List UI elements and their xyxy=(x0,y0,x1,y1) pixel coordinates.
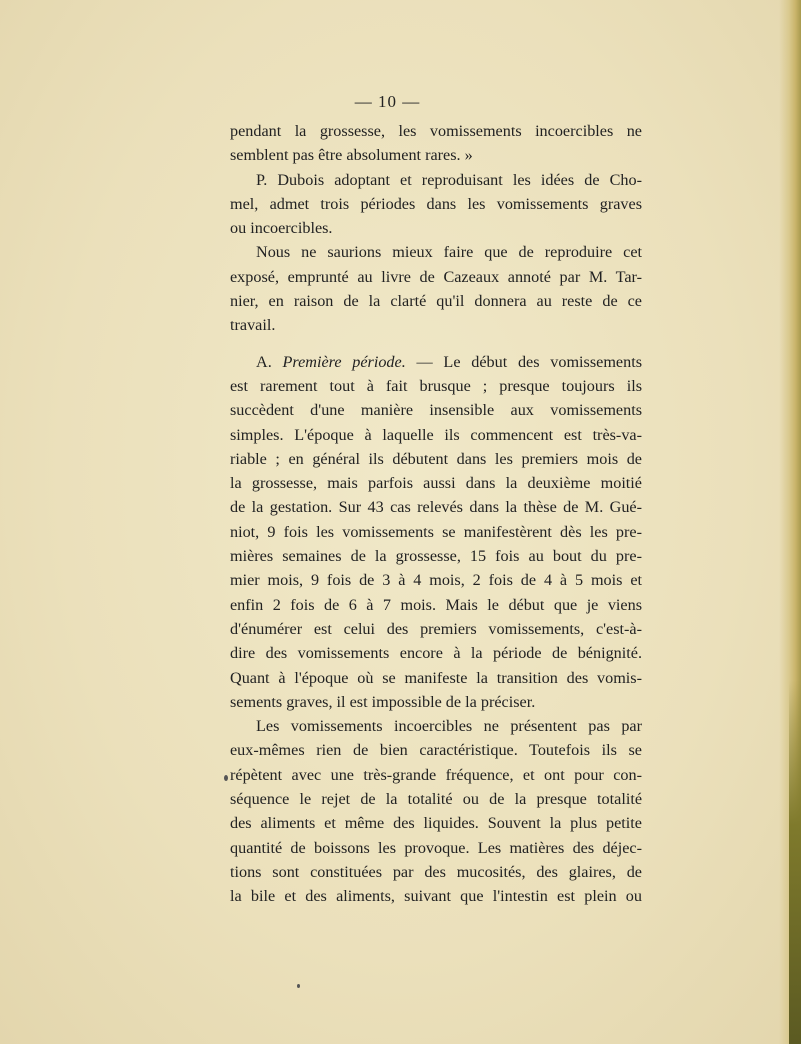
text-line: des aliments et même des liquides. Souvent la plus petite xyxy=(230,814,642,833)
page-edge-stain xyxy=(789,680,801,1044)
text-line: niot, 9 fois les vomissements se manifestèrent dès les pre- xyxy=(230,522,642,541)
section-label: A. xyxy=(256,352,272,371)
text-line: mel, admet trois périodes dans les vomissements graves xyxy=(230,194,642,213)
text-line: d'énumérer est celui des premiers vomissements, c'est-à- xyxy=(230,619,642,638)
text-line: quantité de boissons les provoque. Les matières des déjec- xyxy=(230,838,642,857)
text-line: Quant à l'époque où se manifeste la transition des vomis- xyxy=(230,668,642,687)
text-line: nier, en raison de la clarté qu'il donnera au reste de ce xyxy=(230,292,642,311)
text-line: enfin 2 fois de 6 à 7 mois. Mais le début que je viens xyxy=(230,595,642,614)
text-line: semblent pas être absolument rares. » xyxy=(230,146,473,165)
text-line: est rarement tout à fait brusque ; presque toujours ils xyxy=(230,376,642,395)
text-line: ou incoercibles. xyxy=(230,219,333,238)
text-line: Nous ne saurions mieux faire que de reproduire cet xyxy=(256,243,642,262)
section-title: Première période. xyxy=(282,352,406,371)
text-line: mier mois, 9 fois de 3 à 4 mois, 2 fois de 4 à 5 mois et xyxy=(230,571,642,590)
text-line: travail. xyxy=(230,316,276,335)
section-gap xyxy=(230,338,642,350)
text-line: simples. L'époque à laquelle ils commencent est très-va- xyxy=(230,425,642,444)
text-line: dire des vomissements encore à la période de bénignité. xyxy=(230,644,642,663)
text-line: séquence le rejet de la totalité ou de la presque totalité xyxy=(230,790,642,809)
page-number: — 10 — xyxy=(354,92,421,111)
text-line: de la gestation. Sur 43 cas relevés dans la thèse de M. Gué- xyxy=(230,498,642,517)
text-line: mières semaines de la grossesse, 15 fois au bout du pre- xyxy=(230,547,642,566)
ink-speck xyxy=(224,775,228,781)
ink-speck xyxy=(297,984,300,988)
text-line: sements graves, il est impossible de la préciser. xyxy=(230,692,536,711)
text-line: succèdent d'une manière insensible aux vomissements xyxy=(230,401,642,420)
body-text xyxy=(230,119,642,909)
text-line: la bile et des aliments, suivant que l'intestin est plein ou xyxy=(230,887,642,906)
text-line: la grossesse, mais parfois aussi dans la deuxième moitié xyxy=(230,474,642,493)
section-heading-line xyxy=(230,350,642,374)
section-heading-rest: — Le début des vomissements xyxy=(405,352,642,371)
text-line: P. Dubois adoptant et reproduisant les idées de Cho- xyxy=(256,170,642,189)
text-line: exposé, emprunté au livre de Cazeaux annoté par M. Tar- xyxy=(230,267,642,286)
text-line: tions sont constituées par des mucosités, des glaires, de xyxy=(230,862,642,881)
text-line: eux-mêmes rien de bien caractéristique. Toutefois ils se xyxy=(230,741,642,760)
text-line: répètent avec une très-grande fréquence, et ont pour con- xyxy=(230,765,642,784)
text-line: Les vomissements incoercibles ne présentent pas par xyxy=(256,717,642,736)
text-line: riable ; en général ils débutent dans les premiers mois de xyxy=(230,449,642,468)
text-line: pendant la grossesse, les vomissements incoercibles ne xyxy=(230,122,642,140)
